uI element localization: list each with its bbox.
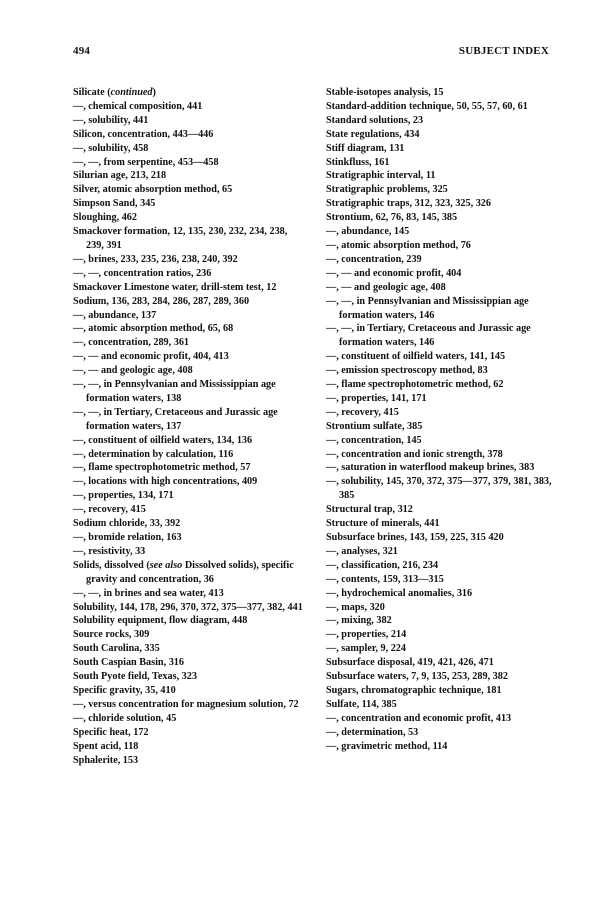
index-entry: Structure of minerals, 441: [326, 518, 440, 530]
index-entry: —, classification, 216, 234: [326, 559, 439, 571]
index-entry: —, chemical composition, 441: [73, 100, 203, 112]
index-entry: —, constituent of oilfield waters, 141, 145: [326, 351, 506, 363]
index-entry: Solubility, 144, 178, 296, 370, 372, 375—377, 382, 441: [73, 601, 303, 613]
index-entry: —, —, concentration ratios, 236: [73, 267, 212, 279]
index-entry: Silicon, concentration, 443—446: [73, 128, 214, 140]
index-entry: Simpson Sand, 345: [73, 198, 156, 210]
index-entry: Silver, atomic absorption method, 65: [73, 184, 233, 196]
index-entry: Stratigraphic interval, 11: [326, 170, 436, 182]
index-entry: Strontium, 62, 76, 83, 145, 385: [326, 212, 458, 224]
index-entry: —, constituent of oilfield waters, 134, 136: [73, 434, 253, 446]
index-entry: —, concentration, 145: [326, 434, 422, 446]
index-entry: —, —, from serpentine, 453—458: [73, 156, 219, 168]
index-entry: Sugars, chromatographic technique, 181: [326, 684, 502, 696]
index-entry: Spent acid, 118: [73, 740, 139, 752]
index-entry: —, abundance, 145: [326, 226, 410, 238]
index-entry: Stinkfluss, 161: [326, 156, 390, 168]
index-entry: —, determination, 53: [326, 726, 419, 738]
index-entry: —, maps, 320: [326, 601, 385, 613]
index-entry: —, determination by calculation, 116: [73, 448, 234, 460]
index-entry: Strontium sulfate, 385: [326, 420, 423, 432]
index-entry: —, flame spectrophotometric method, 62: [326, 379, 504, 391]
index-entry: Stiff diagram, 131: [326, 142, 405, 154]
index-entry: Specific heat, 172: [73, 726, 149, 738]
index-column-left: [73, 86, 305, 767]
index-entry: —, concentration and economic profit, 413: [326, 712, 512, 724]
index-entry: —, —, in Tertiary, Cretaceous and Jurassic age formation waters, 146: [326, 323, 531, 349]
index-entry: —, concentration and ionic strength, 378: [326, 448, 503, 460]
index-entry: Structural trap, 312: [326, 504, 413, 516]
index-entry: Silurian age, 213, 218: [73, 170, 167, 182]
index-column-right: [326, 86, 558, 754]
index-entry: Silicate (continued): [73, 87, 156, 98]
index-entry: —, —, in Pennsylvanian and Mississippian age formation waters, 138: [73, 379, 276, 404]
index-entry: —, brines, 233, 235, 236, 238, 240, 392: [73, 253, 238, 265]
index-entry: South Pyote field, Texas, 323: [73, 671, 197, 683]
index-entry: —, solubility, 441: [73, 114, 149, 126]
index-entry: Smackover formation, 12, 135, 230, 232, 234, 238, 239, 391: [73, 226, 288, 251]
index-entry: —, —, in Tertiary, Cretaceous and Jurassic age formation waters, 137: [73, 406, 278, 432]
index-entry: Subsurface brines, 143, 159, 225, 315 420: [326, 532, 504, 543]
index-entry: Sphalerite, 153: [73, 754, 139, 766]
index-entry: South Caspian Basin, 316: [73, 657, 184, 669]
index-entry: Solids, dissolved (see also Dissolved solids), specific gravity and concentration, 36: [73, 559, 294, 585]
index-entry: Smackover Limestone water, drill-stem test, 12: [73, 281, 277, 293]
index-entry: Solubility equipment, flow diagram, 448: [73, 615, 248, 627]
index-entry: —, —, in brines and sea water, 413: [73, 587, 224, 599]
index-entry: —, — and geologic age, 408: [73, 365, 193, 377]
section-title: SUBJECT INDEX: [458, 45, 549, 57]
index-entry: —, locations with high concentrations, 409: [73, 476, 258, 488]
index-entry: Sodium, 136, 283, 284, 286, 287, 289, 360: [73, 295, 250, 307]
index-entry: Standard solutions, 23: [326, 114, 424, 126]
index-entry: Stable-isotopes analysis, 15: [326, 87, 444, 98]
index-entry: —, versus concentration for magnesium solution, 72: [73, 698, 299, 710]
index-entry: State regulations, 434: [326, 128, 420, 140]
index-entry: —, saturation in waterflood makeup brines, 383: [326, 462, 535, 474]
index-entry: —, solubility, 145, 370, 372, 375—377, 379, 381, 383, 385: [326, 476, 552, 502]
index-entry: —, —, in Pennsylvanian and Mississippian age formation waters, 146: [326, 295, 529, 321]
index-entry: —, atomic absorption method, 65, 68: [73, 323, 234, 335]
index-entry: Sodium chloride, 33, 392: [73, 518, 181, 530]
index-entry: —, contents, 159, 313—315: [326, 573, 444, 585]
index-entry: —, mixing, 382: [326, 615, 392, 627]
index-entry: —, — and economic profit, 404: [326, 267, 462, 279]
index-entry: —, resistivity, 33: [73, 545, 146, 557]
index-entry: Subsurface disposal, 419, 421, 426, 471: [326, 657, 494, 669]
running-header: [73, 45, 549, 57]
index-entry: —, recovery, 415: [326, 406, 399, 418]
index-entry: —, properties, 214: [326, 629, 407, 641]
index-entry: —, concentration, 239: [326, 253, 422, 265]
index-entry: Standard-addition technique, 50, 55, 57, 60, 61: [326, 100, 528, 112]
index-entry: Source rocks, 309: [73, 629, 150, 641]
index-entry: Sulfate, 114, 385: [326, 698, 397, 710]
index-entry: —, gravimetric method, 114: [326, 740, 448, 752]
index-entry: Sloughing, 462: [73, 212, 137, 224]
index-entry: —, flame spectrophotometric method, 57: [73, 462, 251, 474]
index-entry: South Carolina, 335: [73, 643, 160, 655]
index-entry: —, properties, 134, 171: [73, 490, 174, 502]
index-entry: —, abundance, 137: [73, 309, 157, 321]
index-entry: —, — and economic profit, 404, 413: [73, 351, 229, 363]
index-entry: —, emission spectroscopy method, 83: [326, 365, 488, 377]
index-entry: Stratigraphic problems, 325: [326, 184, 448, 196]
index-entry: —, solubility, 458: [73, 142, 149, 154]
index-entry: —, analyses, 321: [326, 545, 398, 557]
index-entry: —, — and geologic age, 408: [326, 281, 446, 293]
index-entry: —, chloride solution, 45: [73, 712, 177, 724]
index-entry: —, hydrochemical anomalies, 316: [326, 587, 473, 599]
index-entry: —, atomic absorption method, 76: [326, 239, 471, 251]
index-entry: —, bromide relation, 163: [73, 532, 182, 543]
index-entry: Stratigraphic traps, 312, 323, 325, 326: [326, 198, 491, 210]
index-entry: —, concentration, 289, 361: [73, 337, 190, 349]
page-number: 494: [73, 45, 91, 57]
index-entry: —, sampler, 9, 224: [326, 643, 406, 655]
index-entry: —, properties, 141, 171: [326, 392, 427, 404]
index-entry: Specific gravity, 35, 410: [73, 684, 176, 696]
index-entry: Subsurface waters, 7, 9, 135, 253, 289, 382: [326, 671, 508, 683]
index-entry: —, recovery, 415: [73, 504, 146, 516]
